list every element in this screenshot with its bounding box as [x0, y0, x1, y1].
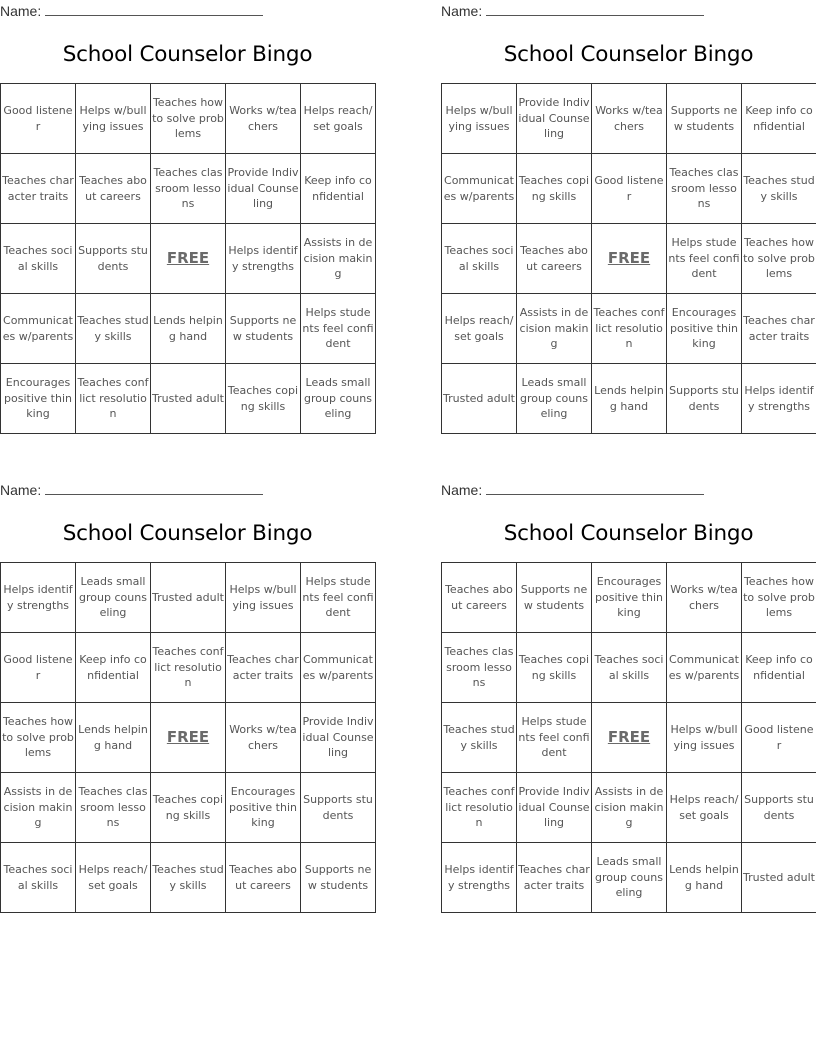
bingo-cell[interactable]: Helps reach/set goals [442, 294, 517, 364]
bingo-cell[interactable]: Helps w/bullying issues [226, 563, 301, 633]
bingo-row [1, 364, 376, 434]
bingo-row [1, 703, 376, 773]
bingo-cell[interactable]: Supports new students [301, 843, 376, 913]
bingo-cell[interactable]: Teaches study skills [442, 703, 517, 773]
bingo-cell[interactable]: Leads small group counseling [76, 563, 151, 633]
bingo-row [442, 294, 816, 364]
bingo-row [1, 843, 376, 913]
bingo-cell[interactable]: Provide Individual Counseling [517, 773, 592, 843]
bingo-cell[interactable]: Teaches coping skills [517, 633, 592, 703]
bingo-cell[interactable]: Teaches classroom lessons [442, 633, 517, 703]
bingo-card [441, 479, 816, 919]
free-space[interactable]: FREE [151, 703, 226, 773]
bingo-cell[interactable]: Helps identify strengths [442, 843, 517, 913]
bingo-cell[interactable]: Supports students [76, 224, 151, 294]
bingo-cell[interactable]: Communicates w/parents [301, 633, 376, 703]
bingo-card [0, 0, 375, 440]
card-title: School Counselor Bingo [503, 521, 754, 546]
name-blank-line[interactable] [45, 3, 263, 16]
bingo-row [1, 84, 376, 154]
bingo-row [1, 224, 376, 294]
bingo-cell[interactable]: Trusted adult [151, 364, 226, 434]
bingo-cell[interactable]: Helps reach/set goals [301, 84, 376, 154]
bingo-cell[interactable]: Works w/teachers [226, 84, 301, 154]
bingo-cell[interactable]: Trusted adult [151, 563, 226, 633]
bingo-cell[interactable]: Teaches classroom lessons [151, 154, 226, 224]
bingo-cell[interactable]: Helps students feel confident [301, 563, 376, 633]
name-label: Name: [441, 3, 483, 19]
bingo-card [0, 479, 375, 919]
bingo-cell[interactable]: Encourages positive thinking [667, 294, 742, 364]
bingo-cell[interactable]: Leads small group counseling [301, 364, 376, 434]
free-space[interactable]: FREE [151, 224, 226, 294]
name-field[interactable] [441, 481, 711, 499]
bingo-cell[interactable]: Lends helping hand [667, 843, 742, 913]
bingo-row [442, 703, 816, 773]
bingo-cell[interactable]: Good listener [1, 633, 76, 703]
bingo-row [442, 224, 816, 294]
bingo-grid [441, 562, 816, 913]
bingo-cell[interactable]: Teaches study skills [151, 843, 226, 913]
bingo-cell[interactable]: Teaches coping skills [151, 773, 226, 843]
bingo-cell[interactable]: Helps identify strengths [1, 563, 76, 633]
bingo-row [442, 563, 816, 633]
bingo-cell[interactable]: Trusted adult [442, 364, 517, 434]
bingo-row [442, 773, 816, 843]
bingo-cell[interactable]: Teaches conflict resolution [76, 364, 151, 434]
bingo-cell[interactable]: Communicates w/parents [667, 633, 742, 703]
name-field[interactable] [0, 481, 270, 499]
bingo-cell[interactable]: Helps w/bullying issues [442, 84, 517, 154]
bingo-cell[interactable]: Teaches character traits [742, 294, 816, 364]
bingo-cell[interactable]: Helps identify strengths [226, 224, 301, 294]
bingo-cell[interactable]: Supports new students [226, 294, 301, 364]
bingo-row [442, 843, 816, 913]
free-space[interactable]: FREE [592, 703, 667, 773]
bingo-cell[interactable]: Helps identify strengths [742, 364, 816, 434]
name-field[interactable] [441, 2, 711, 20]
card-title: School Counselor Bingo [503, 42, 754, 67]
bingo-cell[interactable]: Provide Individual Counseling [517, 84, 592, 154]
bingo-cell[interactable]: Lends helping hand [151, 294, 226, 364]
bingo-cell[interactable]: Supports students [301, 773, 376, 843]
bingo-cell[interactable]: Helps reach/set goals [667, 773, 742, 843]
name-label: Name: [0, 3, 42, 19]
bingo-cell[interactable]: Supports students [667, 364, 742, 434]
bingo-cell[interactable]: Teaches character traits [517, 843, 592, 913]
bingo-cell[interactable]: Teaches about careers [517, 224, 592, 294]
bingo-grid [441, 83, 816, 434]
bingo-cell[interactable]: Assists in decision making [592, 773, 667, 843]
bingo-cell[interactable]: Teaches how to solve problems [742, 563, 816, 633]
bingo-cell[interactable]: Good listener [1, 84, 76, 154]
bingo-cell[interactable]: Leads small group counseling [517, 364, 592, 434]
bingo-cell[interactable]: Encourages positive thinking [1, 364, 76, 434]
bingo-cell[interactable]: Teaches classroom lessons [667, 154, 742, 224]
bingo-cell[interactable]: Teaches how to solve problems [742, 224, 816, 294]
bingo-cell[interactable]: Keep info confidential [742, 84, 816, 154]
name-blank-line[interactable] [486, 3, 704, 16]
bingo-cell[interactable]: Keep info confidential [742, 633, 816, 703]
bingo-cell[interactable]: Teaches study skills [76, 294, 151, 364]
bingo-cell[interactable]: Works w/teachers [226, 703, 301, 773]
name-field[interactable] [0, 2, 270, 20]
bingo-cell[interactable]: Teaches social skills [592, 633, 667, 703]
bingo-cell[interactable]: Teaches coping skills [226, 364, 301, 434]
bingo-grid [0, 562, 376, 913]
bingo-cell[interactable]: Trusted adult [742, 843, 816, 913]
bingo-cell[interactable]: Teaches classroom lessons [76, 773, 151, 843]
bingo-cell[interactable]: Supports new students [517, 563, 592, 633]
bingo-row [442, 154, 816, 224]
bingo-cell[interactable]: Lends helping hand [76, 703, 151, 773]
bingo-cell[interactable]: Assists in decision making [1, 773, 76, 843]
name-label: Name: [441, 482, 483, 498]
bingo-row [442, 84, 816, 154]
bingo-cell[interactable]: Communicates w/parents [1, 294, 76, 364]
bingo-cell[interactable]: Works w/teachers [592, 84, 667, 154]
bingo-cell[interactable]: Assists in decision making [301, 224, 376, 294]
bingo-row [1, 563, 376, 633]
card-title: School Counselor Bingo [62, 42, 313, 67]
bingo-cell[interactable]: Teaches social skills [1, 224, 76, 294]
bingo-cell[interactable]: Supports students [742, 773, 816, 843]
bingo-cell[interactable]: Keep info confidential [301, 154, 376, 224]
bingo-cell[interactable]: Provide Individual Counseling [301, 703, 376, 773]
bingo-cell[interactable]: Teaches how to solve problems [1, 703, 76, 773]
bingo-cell[interactable]: Teaches about careers [76, 154, 151, 224]
bingo-cell[interactable]: Teaches social skills [1, 843, 76, 913]
free-space[interactable]: FREE [592, 224, 667, 294]
card-title: School Counselor Bingo [62, 521, 313, 546]
bingo-cell[interactable]: Leads small group counseling [592, 843, 667, 913]
bingo-cell[interactable]: Supports new students [667, 84, 742, 154]
bingo-row [1, 294, 376, 364]
bingo-cell[interactable]: Teaches about careers [442, 563, 517, 633]
bingo-cell[interactable]: Teaches character traits [226, 633, 301, 703]
bingo-cell[interactable]: Teaches character traits [1, 154, 76, 224]
bingo-cell[interactable]: Lends helping hand [592, 364, 667, 434]
name-blank-line[interactable] [486, 482, 704, 495]
bingo-cell[interactable]: Helps w/bullying issues [667, 703, 742, 773]
name-label: Name: [0, 482, 42, 498]
bingo-cell[interactable]: Teaches conflict resolution [442, 773, 517, 843]
bingo-cell[interactable]: Good listener [592, 154, 667, 224]
bingo-cell[interactable]: Communicates w/parents [442, 154, 517, 224]
bingo-cell[interactable]: Teaches coping skills [517, 154, 592, 224]
bingo-cell[interactable]: Teaches study skills [742, 154, 816, 224]
bingo-cell[interactable]: Encourages positive thinking [592, 563, 667, 633]
bingo-cell[interactable]: Works w/teachers [667, 563, 742, 633]
bingo-cell[interactable]: Good listener [742, 703, 816, 773]
bingo-cell[interactable]: Teaches social skills [442, 224, 517, 294]
bingo-cell[interactable]: Keep info confidential [76, 633, 151, 703]
bingo-row [442, 364, 816, 434]
bingo-cell[interactable]: Assists in decision making [517, 294, 592, 364]
bingo-row [442, 633, 816, 703]
bingo-cell[interactable]: Teaches conflict resolution [592, 294, 667, 364]
bingo-cell[interactable]: Teaches how to solve problems [151, 84, 226, 154]
bingo-cell[interactable]: Helps w/bullying issues [76, 84, 151, 154]
bingo-grid [0, 83, 376, 434]
name-blank-line[interactable] [45, 482, 263, 495]
bingo-row [1, 154, 376, 224]
bingo-card [441, 0, 816, 440]
bingo-cell[interactable]: Teaches conflict resolution [151, 633, 226, 703]
bingo-cell[interactable]: Provide Individual Counseling [226, 154, 301, 224]
bingo-cell[interactable]: Helps reach/set goals [76, 843, 151, 913]
bingo-cell[interactable]: Helps students feel confident [667, 224, 742, 294]
bingo-cell[interactable]: Teaches about careers [226, 843, 301, 913]
bingo-cell[interactable]: Helps students feel confident [301, 294, 376, 364]
bingo-cell[interactable]: Helps students feel confident [517, 703, 592, 773]
bingo-row [1, 773, 376, 843]
bingo-row [1, 633, 376, 703]
bingo-cell[interactable]: Encourages positive thinking [226, 773, 301, 843]
